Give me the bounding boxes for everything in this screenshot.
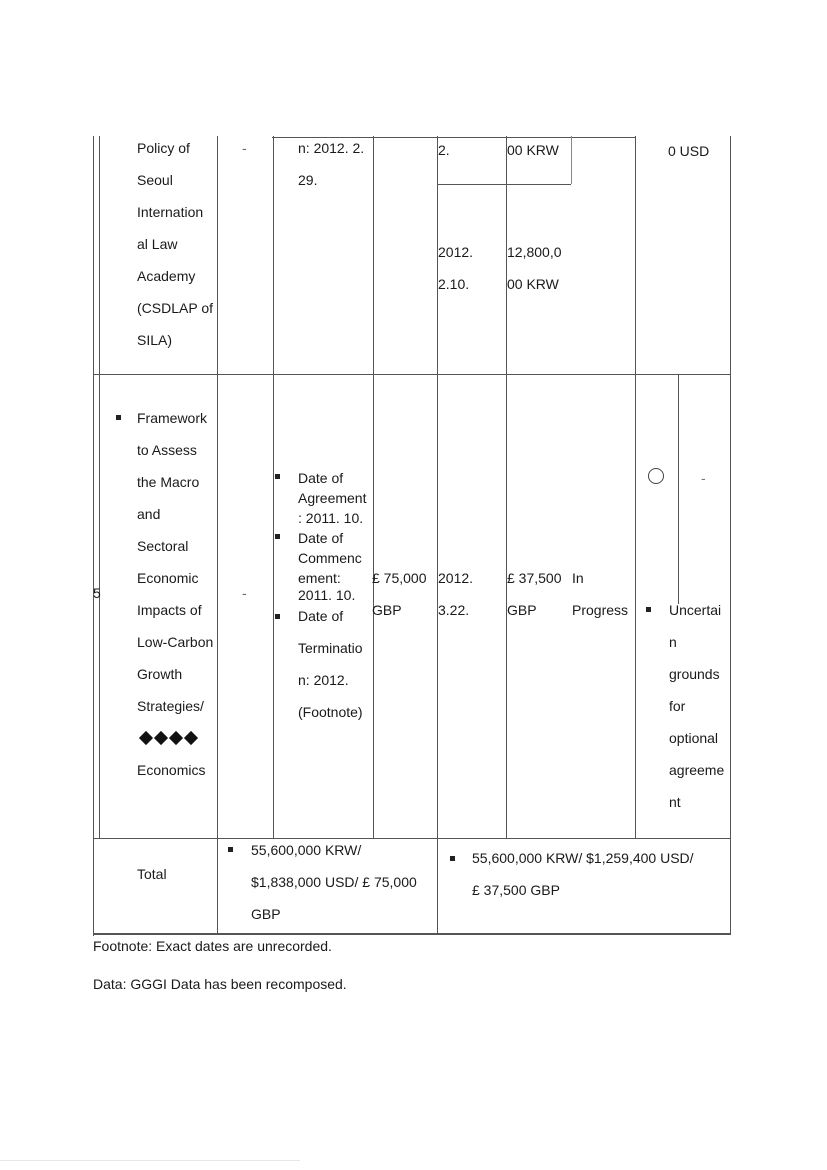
row-top-pay2-date-line: 2012.	[438, 244, 474, 260]
bullet-icon	[228, 847, 233, 852]
row5-name-line: Impacts of	[137, 602, 202, 618]
bullet-icon	[646, 607, 651, 612]
row5-commencement-line: Date of	[298, 530, 344, 546]
row-top-pay1-amount: 00 KRW	[507, 142, 559, 158]
row-top-pay2-date	[438, 236, 473, 300]
row5-col2-dash: -	[242, 585, 247, 601]
row5-termination-line: (Footnote)	[298, 704, 363, 720]
data-note: Data: GGGI Data has been recomposed.	[93, 976, 347, 992]
footnote: Footnote: Exact dates are unrecorded.	[93, 938, 332, 954]
row-top-date-line: 29.	[298, 172, 318, 188]
row5-name-line: Economic	[137, 570, 199, 586]
row5-name-line: and	[137, 506, 161, 522]
row5-name-line: Economics	[137, 762, 206, 778]
row5-termination-line: n: 2012.	[298, 672, 349, 688]
row5-note-line: nt	[669, 794, 681, 810]
row5-commencement-line: ement:	[298, 570, 341, 586]
total-right-line: 55,600,000 KRW/ $1,259,400 USD/	[472, 850, 694, 866]
row5-status-line: In	[572, 570, 584, 586]
row5-status	[572, 562, 628, 626]
bullet-icon	[275, 614, 280, 619]
row5-note-line: optional	[669, 730, 719, 746]
row5-name-line: Growth	[137, 666, 183, 682]
row5-termination-line: Terminatio	[298, 640, 363, 656]
row5-note-line: Uncertai	[669, 602, 722, 618]
bullet-icon	[275, 534, 280, 539]
row5-agreement-line: : 2011. 10.	[298, 510, 364, 526]
row5-note-line: for	[669, 698, 686, 714]
row5-note-line: n	[669, 634, 677, 650]
row-top-name-line: Internation	[137, 204, 204, 220]
row5-number: 5	[93, 585, 101, 601]
row-top-pay2-amount	[507, 236, 562, 300]
row-top-name-line: Policy of	[137, 140, 190, 156]
total-left-line: 55,600,000 KRW/	[251, 842, 362, 858]
row5-pay-date-line: 3.22.	[438, 602, 470, 618]
diamonds-glyph	[137, 722, 213, 754]
row-top-date-line: n: 2012. 2.	[298, 140, 365, 156]
bullet-icon	[116, 415, 121, 420]
total-right	[472, 842, 694, 906]
diamond-icon	[184, 731, 198, 745]
row5-name-line: Strategies/	[137, 698, 204, 714]
row-top-name-line: Academy	[137, 268, 196, 284]
row5-name-line: Low-Carbon	[137, 634, 214, 650]
total-left	[251, 834, 417, 930]
total-label: Total	[137, 866, 167, 882]
scan-artifact-line	[0, 1160, 300, 1161]
row5-name-line: to Assess	[137, 442, 197, 458]
row5-name-line: Sectoral	[137, 538, 189, 554]
total-left-line: GBP	[251, 906, 281, 922]
row5-note	[669, 594, 724, 818]
row5-agreement-line: Agreement	[298, 490, 367, 506]
row-top-name-line: SILA)	[137, 332, 173, 348]
row-top-name	[137, 132, 213, 356]
row5-pay-amount	[507, 562, 562, 626]
row5-commencement-line: 2011. 10.	[298, 587, 356, 603]
row5-pay-date-line: 2012.	[438, 570, 474, 586]
row5-note-line: grounds	[669, 666, 720, 682]
bullet-icon	[275, 474, 280, 479]
total-left-line: $1,838,000 USD/ £ 75,000	[251, 874, 417, 890]
row-top-date	[298, 132, 364, 196]
row-top-name-line: Seoul	[137, 172, 173, 188]
row-top-usd: 0 USD	[668, 143, 710, 159]
diamond-icon	[154, 731, 168, 745]
total-right-line: £ 37,500 GBP	[472, 882, 560, 898]
row-top-col2-dash: -	[242, 140, 247, 156]
diamond-icon	[139, 731, 153, 745]
row5-commencement	[298, 528, 362, 602]
row5-pay-date	[438, 562, 473, 626]
row5-amount-line: GBP	[372, 602, 402, 618]
row5-pay-amount-line: GBP	[507, 602, 537, 618]
row5-amount	[372, 562, 427, 626]
row5-agreement-line: Date of	[298, 470, 344, 486]
row-top-pay2-date-line: 2.10.	[438, 276, 470, 292]
row5-agreement	[298, 468, 366, 528]
row5-amount-line: £ 75,000	[372, 570, 427, 586]
row5-pay-amount-line: £ 37,500	[507, 570, 562, 586]
row5-commencement-line: Commenc	[298, 550, 362, 566]
row-top-pay2-amount-line: 12,800,0	[507, 244, 562, 260]
row-top-pay1-date: 2.	[438, 142, 450, 158]
row5-name-line: Framework	[137, 410, 208, 426]
row5-termination-line: Date of	[298, 608, 344, 624]
row-top-name-line: al Law	[137, 236, 178, 252]
row5-dash: -	[701, 470, 706, 486]
row5-note-line: agreeme	[669, 762, 725, 778]
row5-name	[137, 402, 213, 786]
row-top-name-line: (CSDLAP of	[137, 300, 213, 316]
row-top-pay2-amount-line: 00 KRW	[507, 276, 559, 292]
row5-name-line: the Macro	[137, 474, 200, 490]
diamond-icon	[169, 731, 183, 745]
circle-mark-icon	[648, 468, 664, 484]
row5-status-line: Progress	[572, 602, 629, 618]
bullet-icon	[450, 856, 455, 861]
row5-termination	[298, 600, 363, 728]
